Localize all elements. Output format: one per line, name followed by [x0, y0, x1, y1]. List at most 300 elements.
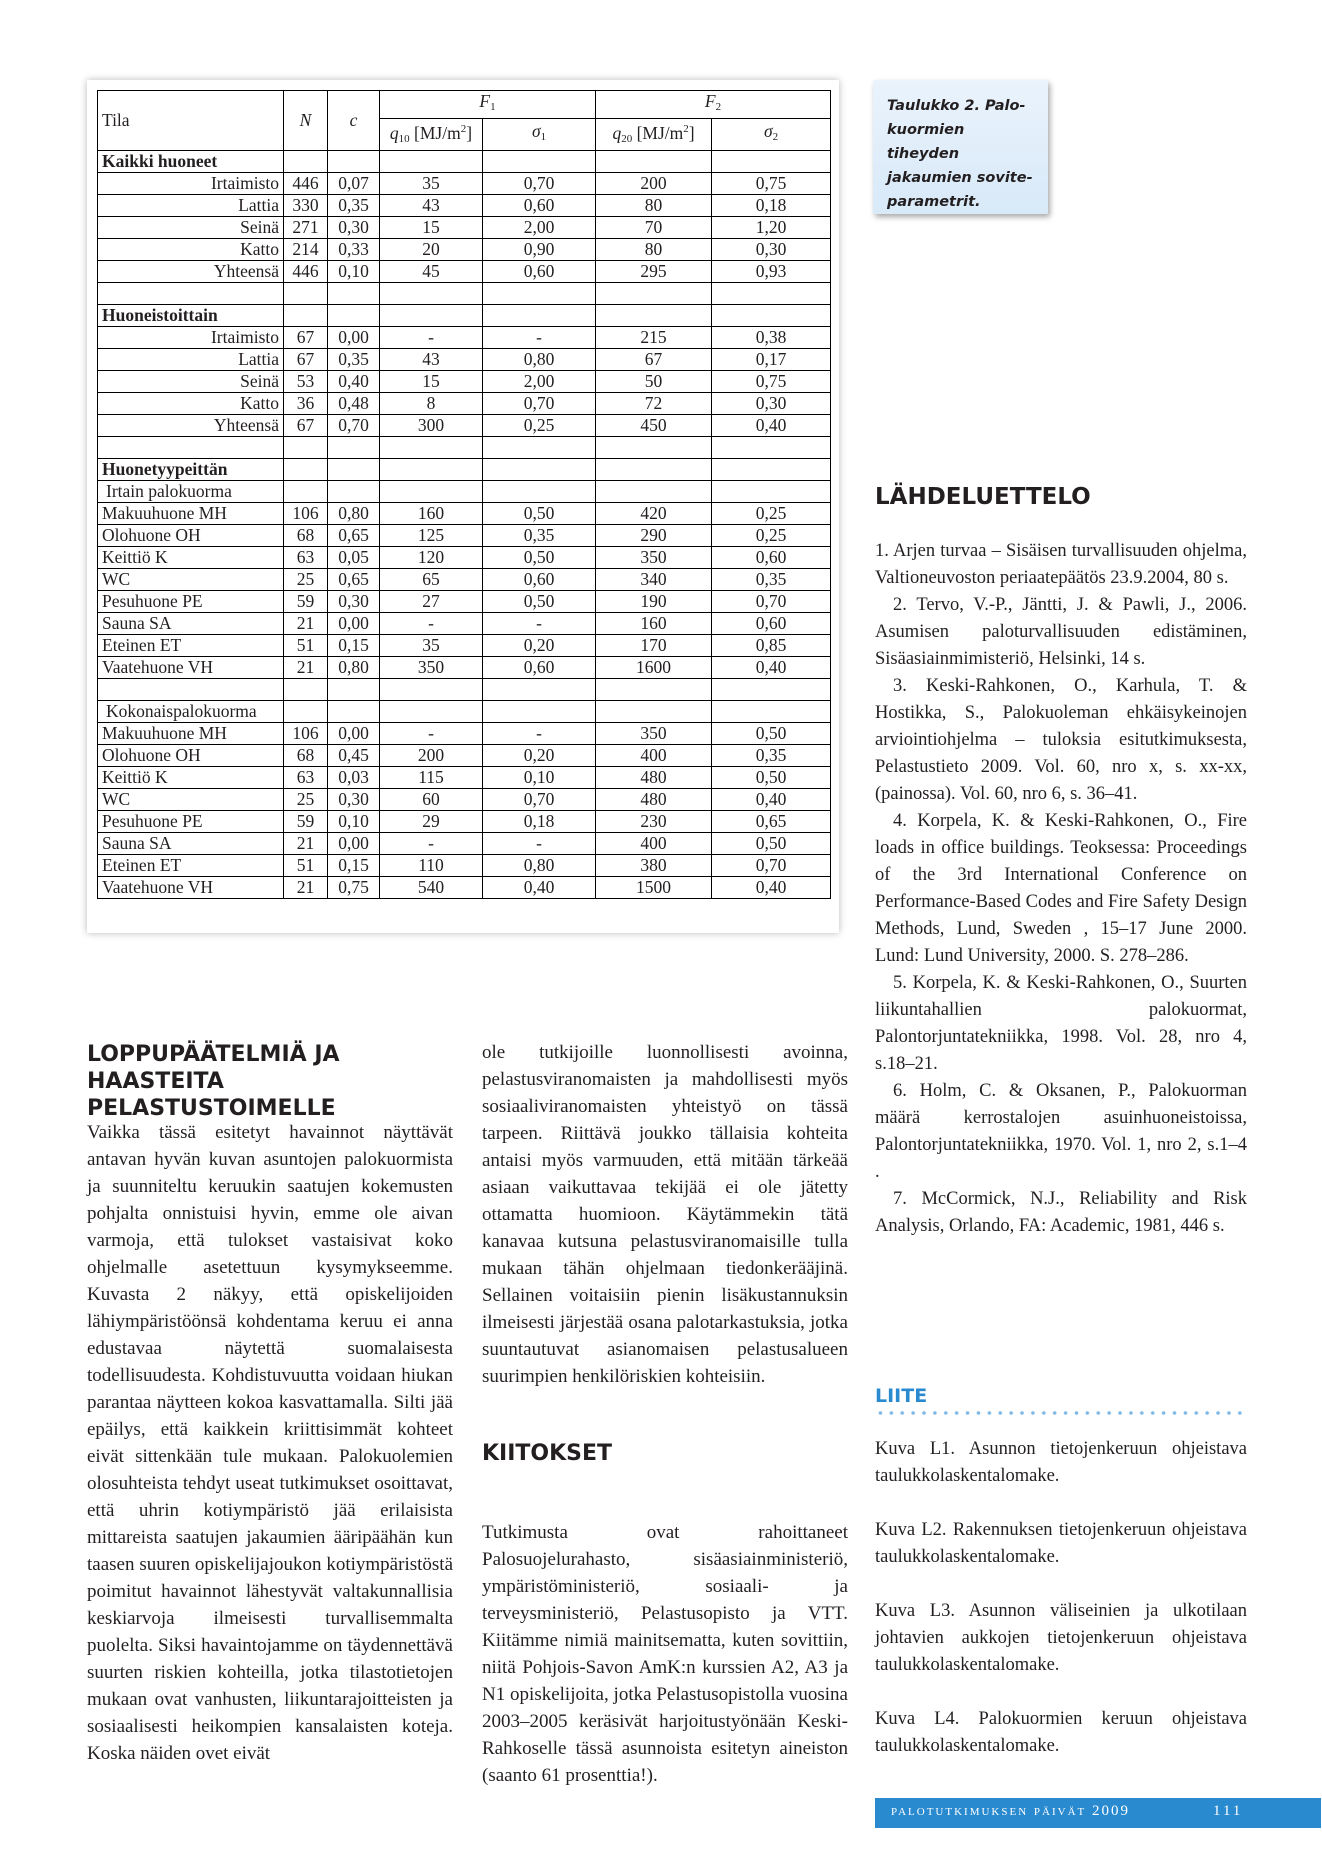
table-cell: 0,15 — [328, 635, 380, 657]
row-label: Seinä — [98, 371, 284, 393]
footer-title: palotutkimuksen päivät 2009 — [891, 1803, 1130, 1819]
table-cell — [596, 701, 712, 723]
table-cell: 1500 — [596, 877, 712, 899]
table-row — [98, 855, 831, 877]
header-f1: $F_1$ — [380, 91, 596, 119]
row-label: Irtaimisto — [98, 327, 284, 349]
table-cell — [712, 459, 831, 481]
table-cell: 80 — [596, 195, 712, 217]
table-cell: 15 — [380, 371, 483, 393]
reference-item: 5. Korpela, K. & Keski-Rahkonen, O., Suurten liikuntahallien palokuormat, Palontorjuntatekniikka, 1998. Vol. 28, nro 4, s.18–21. — [875, 973, 1247, 1074]
table-cell — [712, 283, 831, 305]
table-cell: 0,35 — [328, 195, 380, 217]
table-frame — [87, 80, 839, 933]
table-cell — [328, 459, 380, 481]
table-cell: 1,20 — [712, 217, 831, 239]
table-cell: 0,65 — [328, 569, 380, 591]
row-label: WC — [98, 569, 284, 591]
table-cell: 51 — [284, 635, 328, 657]
table-row — [98, 327, 831, 349]
table-cell: - — [483, 327, 596, 349]
row-label: Makuuhuone MH — [98, 723, 284, 745]
table-row — [98, 811, 831, 833]
table-cell: - — [483, 723, 596, 745]
table-cell: 21 — [284, 833, 328, 855]
table-row — [98, 767, 831, 789]
table-cell: 2,00 — [483, 371, 596, 393]
acknowledgements-paragraph: Tutkimusta ovat rahoittaneet Palosuojelurahasto, sisäasiainministeriö, ympäristöministeriö, sosiaali- ja terveysministeriö, Pelastusopisto ja VTT. Kiitämme nimiä mainitsematta, kuten sovittiin, niitä Pohjois-Savon AmK:n kurssien A2, A3 ja N1 opiskelijoita, jotka Pelastusopistolla vuosina 2003–2005 keräsivät harjoitustyönään Keski-Rahkoselle tässä asunnoista esitetyn aineiston (saanto 61 prosenttia!). — [482, 1522, 848, 1786]
row-label: Keittiö K — [98, 547, 284, 569]
table-cell: 400 — [596, 833, 712, 855]
table-cell: 27 — [380, 591, 483, 613]
table-cell: 0,65 — [328, 525, 380, 547]
table-cell — [98, 679, 284, 701]
table-cell: 0,00 — [328, 327, 380, 349]
table-cell: 200 — [380, 745, 483, 767]
table-cell — [380, 701, 483, 723]
table-cell — [328, 701, 380, 723]
table-spacer-row — [98, 679, 831, 701]
table-cell — [712, 151, 831, 173]
table-cell — [284, 701, 328, 723]
table-cell: 1600 — [596, 657, 712, 679]
table-cell: 215 — [596, 327, 712, 349]
table-cell — [596, 459, 712, 481]
table-cell: 36 — [284, 393, 328, 415]
table-cell: 450 — [596, 415, 712, 437]
conclusions-heading — [87, 1041, 467, 1122]
table-section-title: Huonetyypeittän — [98, 459, 284, 481]
table-cell: 480 — [596, 789, 712, 811]
table-section-row — [98, 701, 831, 723]
table-cell: 125 — [380, 525, 483, 547]
row-label: Makuuhuone MH — [98, 503, 284, 525]
conclusions-paragraph: Vaikka tässä esitetyt havainnot näyttävät antavan hyvän kuvan asuntojen palokuormista ja suunniteltu keruukin saatujen kokemusten pohjalta onnistuisi hyvin, emme ole aivan varmoja, että tulokset vastaisivat koko ohjelmalle asetettuun kysymykseemme. Kuvasta 2 näkyy, että opiskelijoiden lähiympäristöönsä kohdentama keruu ei anna edustavaa näytettä suomalaisesta todellisuudesta. Kohdistuvuutta voidaan hiukan parantaa näytteen kokoa kasvattamalla. Silti jää epäilys, että kaikkein kriittisimmät kohteet eivät sittenkään tule mukaan. Palokuolemien olosuhteista tehdyt useat tutkimukset osoittavat, että uhrin kotiympäristö jää erilaisista mittareista saatujen jakaumien ääripäähän kun taasen suuren opiskelijajoukon kotiympäristöstä poimitut havainnot lähestyvät valtakunnallisia keskiarvoja ilmeisesti turvallisemmalta puolelta. Siksi havaintojamme on täydennettävä suurten riskien kohteilla, jotka tilastotietojen mukaan ovat vanhusten, liikuntarajoitteisten ja sosiaalisesti heikompien kansalaisten koteja. Koska näiden ovet eivät — [87, 1122, 453, 1764]
table-cell: 0,60 — [483, 195, 596, 217]
conclusions-body — [87, 1119, 453, 1767]
table-section-title: Huoneistoittain — [98, 305, 284, 327]
table-cell — [712, 305, 831, 327]
table-cell: 0,50 — [712, 723, 831, 745]
table-cell: 106 — [284, 723, 328, 745]
table-row — [98, 635, 831, 657]
header-tila: Tila — [98, 91, 284, 151]
table-cell: 290 — [596, 525, 712, 547]
table-cell — [284, 437, 328, 459]
table-cell — [596, 305, 712, 327]
table-cell: 0,50 — [483, 591, 596, 613]
header-q20: $q_{20}$ $[MJ/m^2]$ — [596, 119, 712, 151]
table-cell: 350 — [596, 723, 712, 745]
table-cell: 68 — [284, 745, 328, 767]
table-row — [98, 789, 831, 811]
table-cell — [328, 679, 380, 701]
table-section-title: Kaikki huoneet — [98, 151, 284, 173]
table-cell: 0,33 — [328, 239, 380, 261]
table-header-row-1 — [98, 91, 831, 119]
table-cell: - — [380, 723, 483, 745]
table-cell — [98, 283, 284, 305]
table-cell — [284, 283, 328, 305]
table-cell: 50 — [596, 371, 712, 393]
table-section-title: Kokonaispalokuorma — [98, 701, 284, 723]
table-cell — [712, 679, 831, 701]
table-cell — [328, 481, 380, 503]
table-cell: 0,80 — [328, 503, 380, 525]
table-cell: 53 — [284, 371, 328, 393]
table-cell: 0,17 — [712, 349, 831, 371]
table-cell: 0,70 — [483, 789, 596, 811]
table-cell: 350 — [380, 657, 483, 679]
table-cell: 68 — [284, 525, 328, 547]
table-cell: 0,10 — [328, 261, 380, 283]
table-cell: 25 — [284, 789, 328, 811]
table-cell — [596, 283, 712, 305]
table-cell: 43 — [380, 195, 483, 217]
header-f2: $F_2$ — [596, 91, 831, 119]
table-cell — [284, 679, 328, 701]
table-cell: 60 — [380, 789, 483, 811]
table-cell: 0,10 — [483, 767, 596, 789]
table-cell: 51 — [284, 855, 328, 877]
header-c: c — [328, 91, 380, 151]
table-cell: - — [380, 833, 483, 855]
table-cell: 59 — [284, 591, 328, 613]
table-cell — [380, 151, 483, 173]
table-cell: 20 — [380, 239, 483, 261]
table-cell: 72 — [596, 393, 712, 415]
table-cell: 0,40 — [483, 877, 596, 899]
table-cell: 0,18 — [483, 811, 596, 833]
table-cell: 0,35 — [483, 525, 596, 547]
table-cell — [483, 481, 596, 503]
dotted-divider — [875, 1410, 1245, 1416]
table-row — [98, 657, 831, 679]
table-cell — [380, 679, 483, 701]
table-cell: 0,18 — [712, 195, 831, 217]
table-cell: 0,35 — [712, 745, 831, 767]
appendix-heading: LIITE — [875, 1385, 928, 1407]
table-cell: 115 — [380, 767, 483, 789]
table-cell: 0,65 — [712, 811, 831, 833]
reference-item: 6. Holm, C. & Oksanen, P., Palokuorman määrä kerrostalojen asuinhuoneistoissa, Palontorjuntatekniikka, 1970. Vol. 1, nro 2, s.1–4 . — [875, 1081, 1247, 1182]
table-cell: 67 — [284, 349, 328, 371]
row-label: Olohuone OH — [98, 525, 284, 547]
reference-item: 2. Tervo, V.-P., Jäntti, J. & Pawli, J., 2006. Asumisen paloturvallisuuden edistäminen, Sisäasiainmimisteriö, Helsinki, 14 s. — [875, 595, 1247, 669]
table-row — [98, 349, 831, 371]
table-cell: 170 — [596, 635, 712, 657]
table-cell: 120 — [380, 547, 483, 569]
table-cell: 70 — [596, 217, 712, 239]
table-cell: 0,25 — [712, 525, 831, 547]
table-cell: 330 — [284, 195, 328, 217]
table-cell: 0,80 — [483, 349, 596, 371]
table-cell: 0,38 — [712, 327, 831, 349]
table-cell: 0,35 — [328, 349, 380, 371]
reference-item: 3. Keski-Rahkonen, O., Karhula, T. & Hostikka, S., Palokuoleman ehkäisykeinojen arviointiohjelma – tuloksia esitutkimuksesta, Pelastustieto 2009. Vol. 60, nro x, s. xx-xx, (painossa). Vol. 60, nro 6, s. 36–41. — [875, 676, 1247, 804]
row-label: Katto — [98, 239, 284, 261]
table-row — [98, 569, 831, 591]
table-cell: 0,15 — [328, 855, 380, 877]
row-label: Seinä — [98, 217, 284, 239]
table-cell: 0,30 — [712, 239, 831, 261]
table-cell — [380, 437, 483, 459]
conclusions-heading-line: LOPPUPÄÄTELMIÄ JA — [87, 1042, 340, 1067]
table-cell: 380 — [596, 855, 712, 877]
table-cell: 0,60 — [483, 261, 596, 283]
table-row — [98, 745, 831, 767]
acknowledgements-body — [482, 1519, 848, 1789]
table-cell: 0,45 — [328, 745, 380, 767]
table-row — [98, 547, 831, 569]
table-row — [98, 833, 831, 855]
table-cell — [328, 305, 380, 327]
table-cell — [328, 437, 380, 459]
table-cell: 0,50 — [712, 833, 831, 855]
caption-line: Taulukko 2. Palo- — [887, 98, 1026, 114]
table-cell: 0,07 — [328, 173, 380, 195]
table-cell — [483, 701, 596, 723]
table-section-title: Irtain palokuorma — [98, 481, 284, 503]
table-row — [98, 613, 831, 635]
table-section-row — [98, 305, 831, 327]
table-spacer-row — [98, 283, 831, 305]
table-cell — [596, 151, 712, 173]
header-sigma1: $\sigma_1$ — [483, 119, 596, 151]
row-label: Vaatehuone VH — [98, 877, 284, 899]
table-cell — [284, 459, 328, 481]
table-cell: 0,85 — [712, 635, 831, 657]
table-cell: 43 — [380, 349, 483, 371]
row-label: Eteinen ET — [98, 855, 284, 877]
reference-item: 7. McCormick, N.J., Reliability and Risk Analysis, Orlando, FA: Academic, 1981, 446 s. — [875, 1189, 1247, 1236]
caption-line: jakaumien sovite- — [887, 170, 1033, 186]
table-cell: 0,50 — [712, 767, 831, 789]
references-list — [875, 538, 1247, 1240]
conclusions-paragraph: ole tutkijoille luonnollisesti avoinna, pelastusviranomaisten ja mahdollisesti myös sosiaaliviranomaisten yhteistyö on tässä tarpeen. Riittävä joukko tällaisia kohteita antaisi myös varmuuden, että mitään tärkeää asiaan vaikuttavaa tekijää ei ole jätetty ottamatta huomioon. Käytämmekin tätä kanavaa kutsuna pelastusviranomaisille tulla mukaan tähän ohjelmaan tiedonkerääjinä. Sellainen voitaisiin pienin lisäkustannuksin ilmeisesti järjestää osana palotarkastuksia, jotka suuntautuvat asianomaisen pelastusalueen suurimpien henkilöriskien kohteisiin. — [482, 1042, 848, 1387]
table-cell: 160 — [596, 613, 712, 635]
table-cell: 300 — [380, 415, 483, 437]
appendix-item: Kuva L2. Rakennuksen tietojenkeruun ohjeistava taulukkolaskentalomake. — [875, 1520, 1247, 1567]
table-cell — [483, 305, 596, 327]
appendix-item: Kuva L4. Palokuormien keruun ohjeistava taulukkolaskentalomake. — [875, 1709, 1247, 1756]
table-cell — [98, 437, 284, 459]
table-cell — [483, 283, 596, 305]
table-cell: 214 — [284, 239, 328, 261]
table-cell: 190 — [596, 591, 712, 613]
table-cell: - — [380, 613, 483, 635]
table-cell — [284, 305, 328, 327]
table-cell: 160 — [380, 503, 483, 525]
appendix-item: Kuva L1. Asunnon tietojenkeruun ohjeistava taulukkolaskentalomake. — [875, 1439, 1247, 1486]
table-cell: 2,00 — [483, 217, 596, 239]
table-cell — [712, 437, 831, 459]
table-cell: 0,80 — [328, 657, 380, 679]
table-cell: - — [380, 327, 483, 349]
table-cell: 0,60 — [712, 613, 831, 635]
table-row — [98, 195, 831, 217]
table-cell: 0,20 — [483, 745, 596, 767]
table-cell: 0,70 — [712, 591, 831, 613]
table-cell: 25 — [284, 569, 328, 591]
table-cell: 0,70 — [483, 393, 596, 415]
conclusions-continued — [482, 1039, 848, 1390]
table-cell: 200 — [596, 173, 712, 195]
table-cell — [284, 151, 328, 173]
header-n: N — [284, 91, 328, 151]
table-cell: 340 — [596, 569, 712, 591]
table-cell: 35 — [380, 173, 483, 195]
table-row — [98, 723, 831, 745]
table-cell: 45 — [380, 261, 483, 283]
table-cell: 0,30 — [328, 591, 380, 613]
table-cell: 0,40 — [712, 789, 831, 811]
table-cell: 0,48 — [328, 393, 380, 415]
row-label: Yhteensä — [98, 261, 284, 283]
table-cell: 106 — [284, 503, 328, 525]
reference-item: 1. Arjen turvaa – Sisäisen turvallisuuden ohjelma, Valtioneuvoston periaatepäätös 23.9.2004, 80 s. — [875, 541, 1247, 588]
row-label: Lattia — [98, 195, 284, 217]
table-cell: 271 — [284, 217, 328, 239]
table-cell: 0,90 — [483, 239, 596, 261]
table-row — [98, 877, 831, 899]
table-cell: 21 — [284, 613, 328, 635]
table-section-row — [98, 459, 831, 481]
table-cell: 63 — [284, 547, 328, 569]
table-cell: 0,03 — [328, 767, 380, 789]
table-cell: 350 — [596, 547, 712, 569]
row-label: Irtaimisto — [98, 173, 284, 195]
fire-load-table — [97, 90, 831, 899]
row-label: Keittiö K — [98, 767, 284, 789]
row-label: Katto — [98, 393, 284, 415]
table-cell: 540 — [380, 877, 483, 899]
table-row — [98, 503, 831, 525]
table-cell: 63 — [284, 767, 328, 789]
table-cell — [380, 305, 483, 327]
table-cell: 0,80 — [483, 855, 596, 877]
table-cell: - — [483, 613, 596, 635]
table-caption — [887, 94, 1037, 214]
table-cell: 0,30 — [328, 789, 380, 811]
table-cell — [380, 459, 483, 481]
table-cell: 0,00 — [328, 723, 380, 745]
references-heading: LÄHDELUETTELO — [875, 484, 1091, 510]
table-cell: 0,30 — [328, 217, 380, 239]
table-cell: 230 — [596, 811, 712, 833]
table-cell: 67 — [596, 349, 712, 371]
table-row — [98, 371, 831, 393]
row-label: Sauna SA — [98, 613, 284, 635]
table-cell — [328, 283, 380, 305]
table-cell: 0,93 — [712, 261, 831, 283]
table-cell — [483, 437, 596, 459]
table-cell: 0,40 — [712, 415, 831, 437]
appendix-list — [875, 1436, 1247, 1787]
row-label: Vaatehuone VH — [98, 657, 284, 679]
table-caption-box — [873, 80, 1048, 214]
table-cell — [380, 481, 483, 503]
table-cell: 0,10 — [328, 811, 380, 833]
table-cell: 0,70 — [483, 173, 596, 195]
table-row — [98, 591, 831, 613]
appendix-item: Kuva L3. Asunnon väliseinien ja ulkotilaan johtavien aukkojen tietojenkeruun ohjeistava taulukkolaskentalomake. — [875, 1601, 1247, 1675]
table-cell: 0,40 — [712, 877, 831, 899]
table-cell: 480 — [596, 767, 712, 789]
table-section-row — [98, 481, 831, 503]
table-cell: 67 — [284, 327, 328, 349]
table-cell: 80 — [596, 239, 712, 261]
row-label: Sauna SA — [98, 833, 284, 855]
table-cell: 65 — [380, 569, 483, 591]
table-row — [98, 393, 831, 415]
table-cell — [284, 481, 328, 503]
table-row — [98, 415, 831, 437]
table-cell: 0,50 — [483, 547, 596, 569]
table-cell: 0,50 — [483, 503, 596, 525]
table-cell — [483, 679, 596, 701]
table-cell: 400 — [596, 745, 712, 767]
row-label: Pesuhuone PE — [98, 811, 284, 833]
table-cell: 295 — [596, 261, 712, 283]
table-cell: 446 — [284, 173, 328, 195]
acknowledgements-heading: KIITOKSET — [482, 1441, 613, 1466]
row-label: Lattia — [98, 349, 284, 371]
table-cell: 35 — [380, 635, 483, 657]
table-cell: 0,25 — [712, 503, 831, 525]
table-cell: 0,05 — [328, 547, 380, 569]
table-cell: 21 — [284, 877, 328, 899]
row-label: WC — [98, 789, 284, 811]
table-cell — [483, 459, 596, 481]
table-spacer-row — [98, 437, 831, 459]
table-cell: 0,00 — [328, 613, 380, 635]
row-label: Pesuhuone PE — [98, 591, 284, 613]
table-cell: 0,70 — [712, 855, 831, 877]
table-cell: 59 — [284, 811, 328, 833]
table-cell — [596, 437, 712, 459]
table-row — [98, 525, 831, 547]
table-row — [98, 173, 831, 195]
table-cell: 0,70 — [328, 415, 380, 437]
table-cell — [380, 283, 483, 305]
table-cell: 0,40 — [712, 657, 831, 679]
table-row — [98, 239, 831, 261]
table-row — [98, 217, 831, 239]
table-cell: 0,00 — [328, 833, 380, 855]
table-cell: 0,20 — [483, 635, 596, 657]
table-cell: 0,30 — [712, 393, 831, 415]
table-cell: 0,40 — [328, 371, 380, 393]
table-cell: 0,60 — [483, 569, 596, 591]
reference-item: 4. Korpela, K. & Keski-Rahkonen, O., Fire loads in office buildings. Teoksessa: Proceedings of the 3rd International Conference on Performance-Based Codes and Fire Safety Design Methods, Lund, Sweden , 15–17 June 2000. Lund: Lund University, 2000. S. 278–286. — [875, 811, 1247, 966]
table-cell — [712, 701, 831, 723]
footer-bar — [875, 1798, 1321, 1828]
table-cell: 21 — [284, 657, 328, 679]
table-cell: 67 — [284, 415, 328, 437]
table-cell: 110 — [380, 855, 483, 877]
table-cell — [712, 481, 831, 503]
table-cell — [596, 481, 712, 503]
table-cell: 446 — [284, 261, 328, 283]
table-cell — [483, 151, 596, 173]
header-q10: $q_{10}$ $[MJ/m^2]$ — [380, 119, 483, 151]
table-cell: 29 — [380, 811, 483, 833]
table-cell: 0,25 — [483, 415, 596, 437]
table-section-row — [98, 151, 831, 173]
table-cell: 420 — [596, 503, 712, 525]
row-label: Olohuone OH — [98, 745, 284, 767]
